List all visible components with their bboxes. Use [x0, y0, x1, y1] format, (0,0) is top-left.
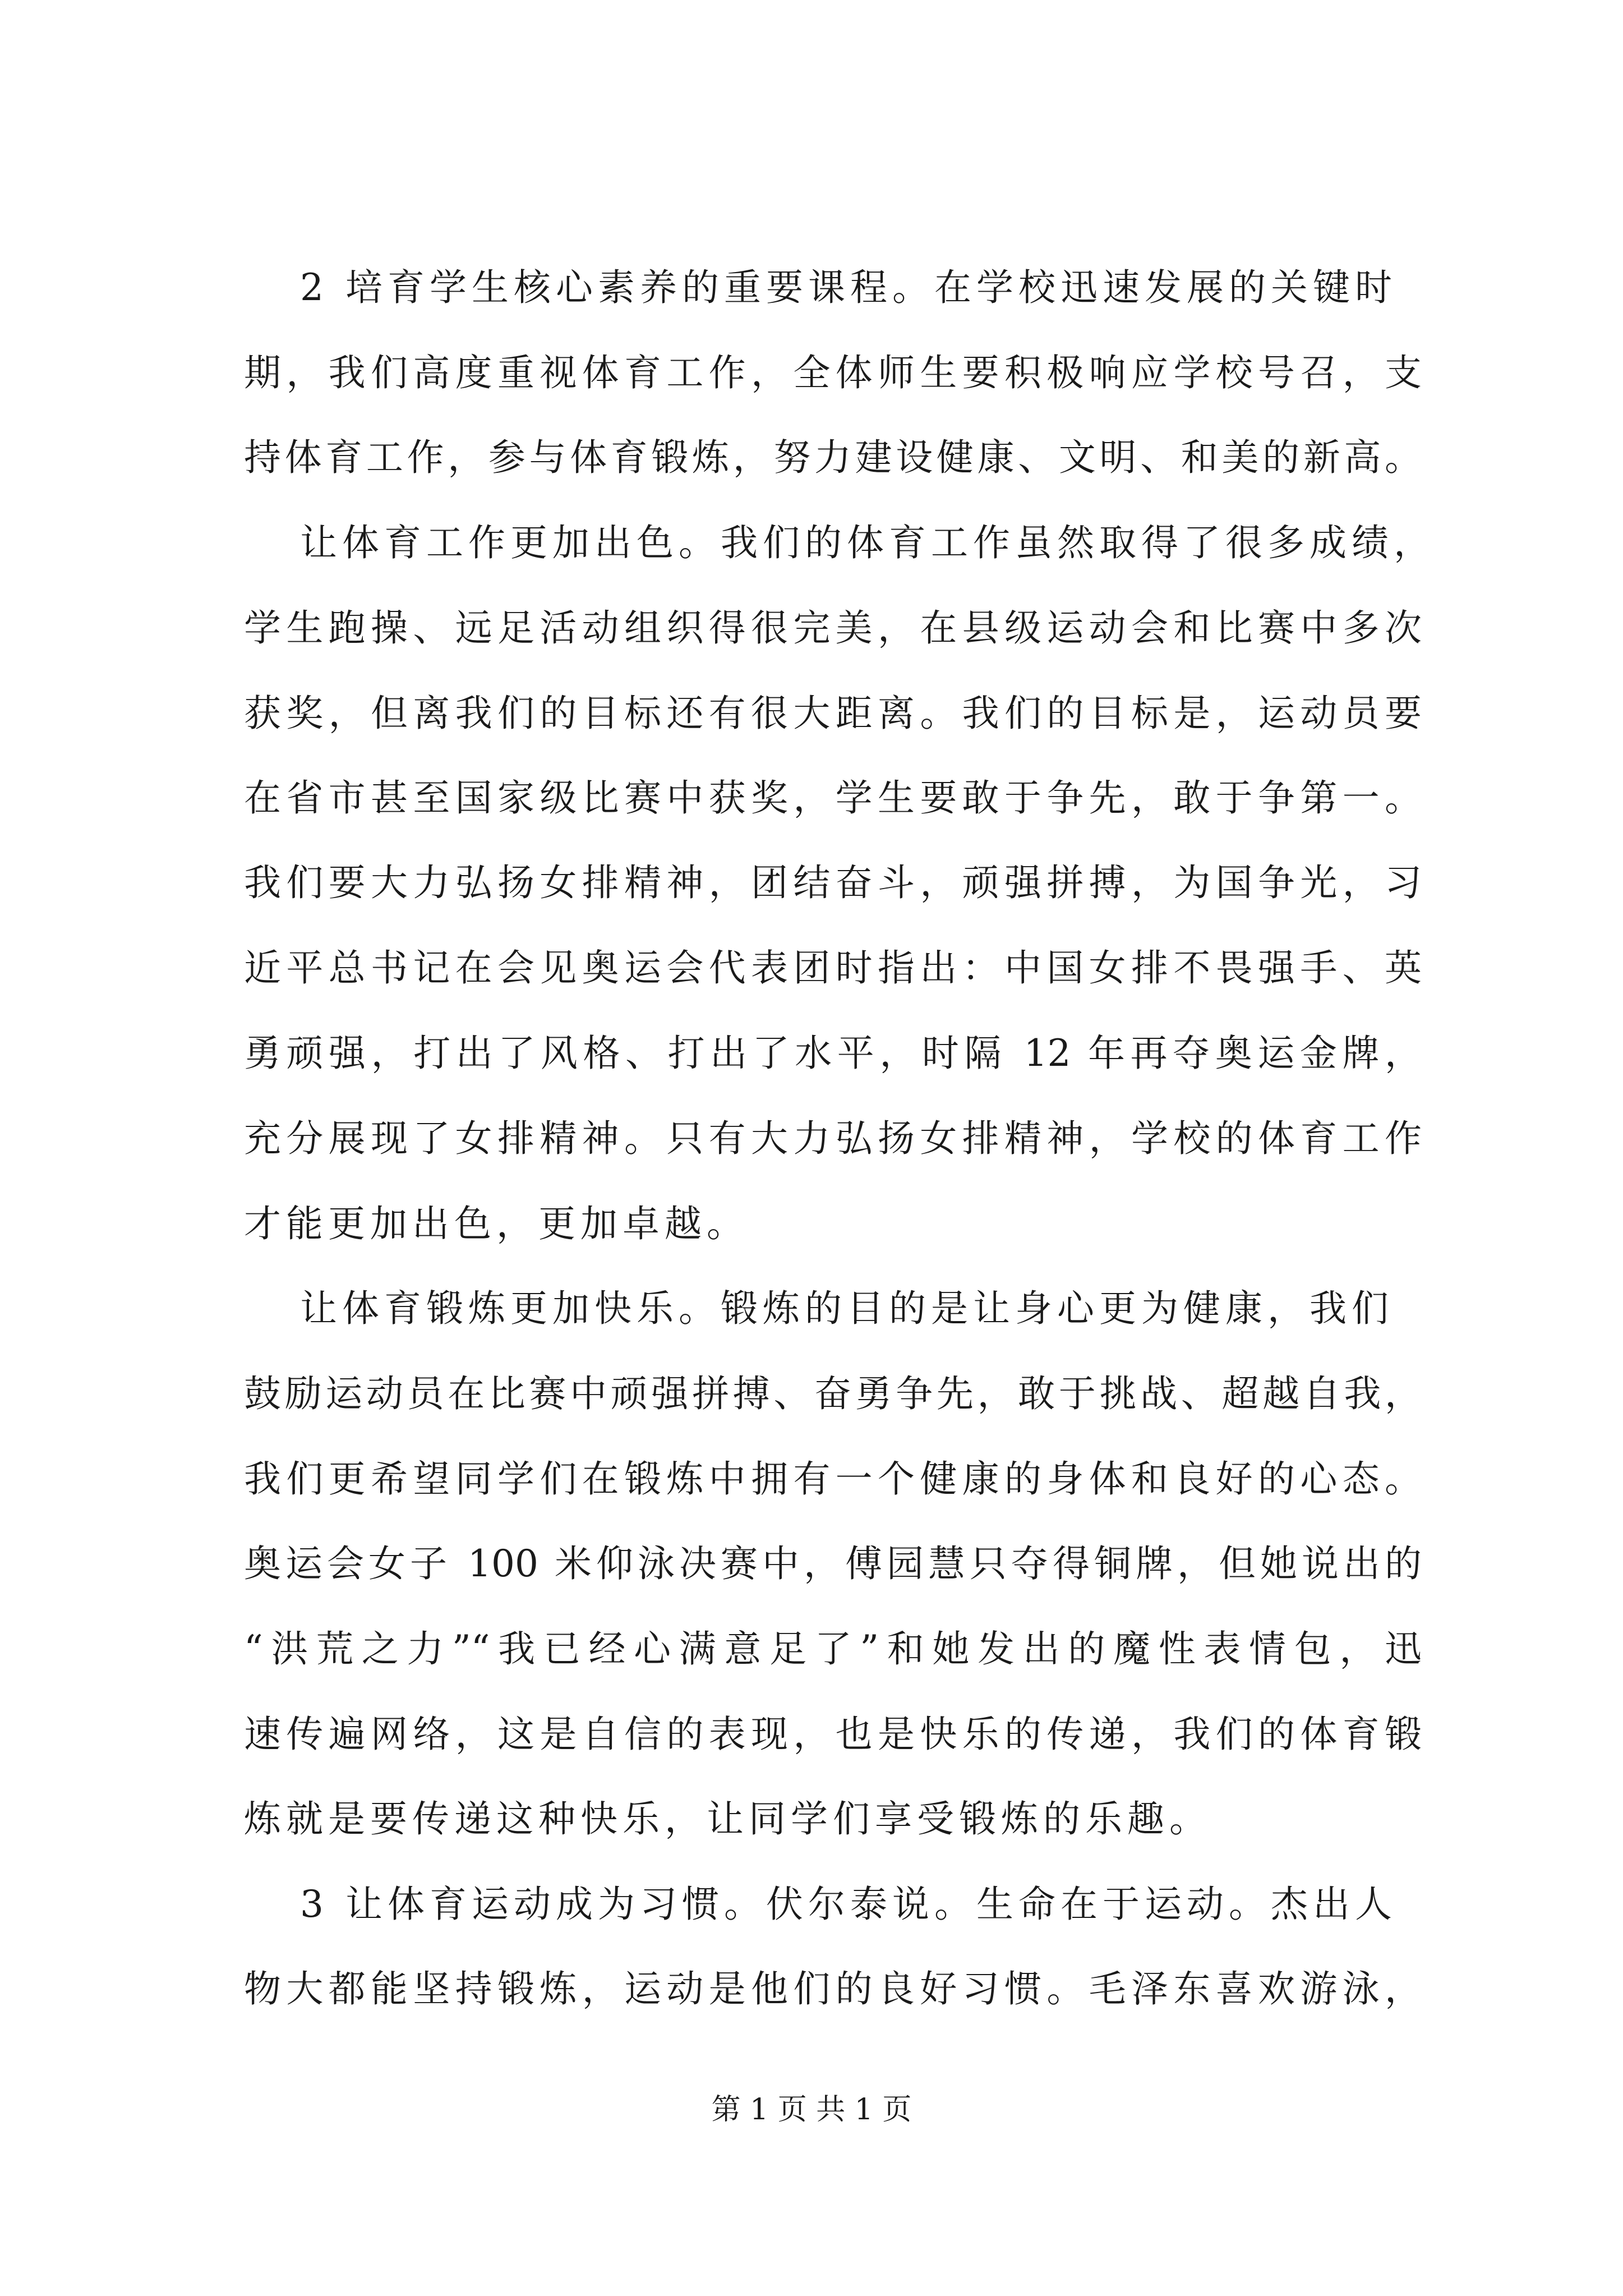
paragraph-4-line-2: 物大都能坚持锻炼，运动是他们的良好习惯。毛泽东喜欢游泳， [244, 1967, 1422, 2010]
paragraph-3-line-2: 鼓励运动员在比赛中顽强拼搏、奋勇争先，敢于挑战、超越自我， [244, 1372, 1422, 1415]
paragraph-3-line-6: 速传遍网络，这是自信的表现，也是快乐的传递，我们的体育锻 [244, 1713, 1422, 1756]
paragraph-2-line-8: 充分展现了女排精神。只有大力弘扬女排精神，学校的体育工作 [244, 1117, 1422, 1160]
page-number-footer: 第 1 页 共 1 页 [711, 2093, 912, 2127]
paragraph-2-line-2: 学生跑操、远足活动组织得很完美，在县级运动会和比赛中多次 [244, 606, 1422, 650]
paragraph-1-line-2: 期，我们高度重视体育工作，全体师生要积极响应学校号召，支 [244, 351, 1422, 394]
paragraph-1-line-1: 2 培育学生核心素养的重要课程。在学校迅速发展的关键时 [300, 266, 1397, 309]
paragraph-2-line-6: 近平总书记在会见奥运会代表团时指出：中国女排不畏强手、英 [244, 946, 1422, 990]
paragraph-3-line-7: 炼就是要传递这种快乐，让同学们享受锻炼的乐趣。 [244, 1797, 1211, 1841]
paragraph-1-line-3: 持体育工作，参与体育锻炼，努力建设健康、文明、和美的新高。 [244, 436, 1422, 479]
paragraph-4-line-1: 3 让体育运动成为习惯。伏尔泰说。生命在于运动。杰出人 [300, 1883, 1397, 1926]
paragraph-2-line-9: 才能更加出色，更加卓越。 [244, 1202, 749, 1245]
paragraph-3-line-1: 让体育锻炼更加快乐。锻炼的目的是让身心更为健康，我们 [300, 1287, 1394, 1330]
paragraph-2-line-7: 勇顽强，打出了风格、打出了水平，时隔 12 年再夺奥运金牌， [244, 1032, 1422, 1075]
paragraph-2-line-5: 我们要大力弘扬女排精神，团结奋斗，顽强拼搏，为国争光，习 [244, 861, 1422, 904]
paragraph-2-line-4: 在省市甚至国家级比赛中获奖，学生要敢于争先，敢于争第一。 [244, 776, 1422, 820]
paragraph-3-line-3: 我们更希望同学们在锻炼中拥有一个健康的身体和良好的心态。 [244, 1457, 1422, 1501]
paragraph-3-line-5: “洪荒之力”“我已经心满意足了”和她发出的魔性表情包，迅 [244, 1627, 1422, 1671]
paragraph-2-line-3: 获奖，但离我们的目标还有很大距离。我们的目标是，运动员要 [244, 692, 1422, 735]
paragraph-2-line-1: 让体育工作更加出色。我们的体育工作虽然取得了很多成绩， [300, 521, 1436, 564]
paragraph-3-line-4: 奥运会女子 100 米仰泳决赛中，傅园慧只夺得铜牌，但她说出的 [244, 1542, 1422, 1585]
